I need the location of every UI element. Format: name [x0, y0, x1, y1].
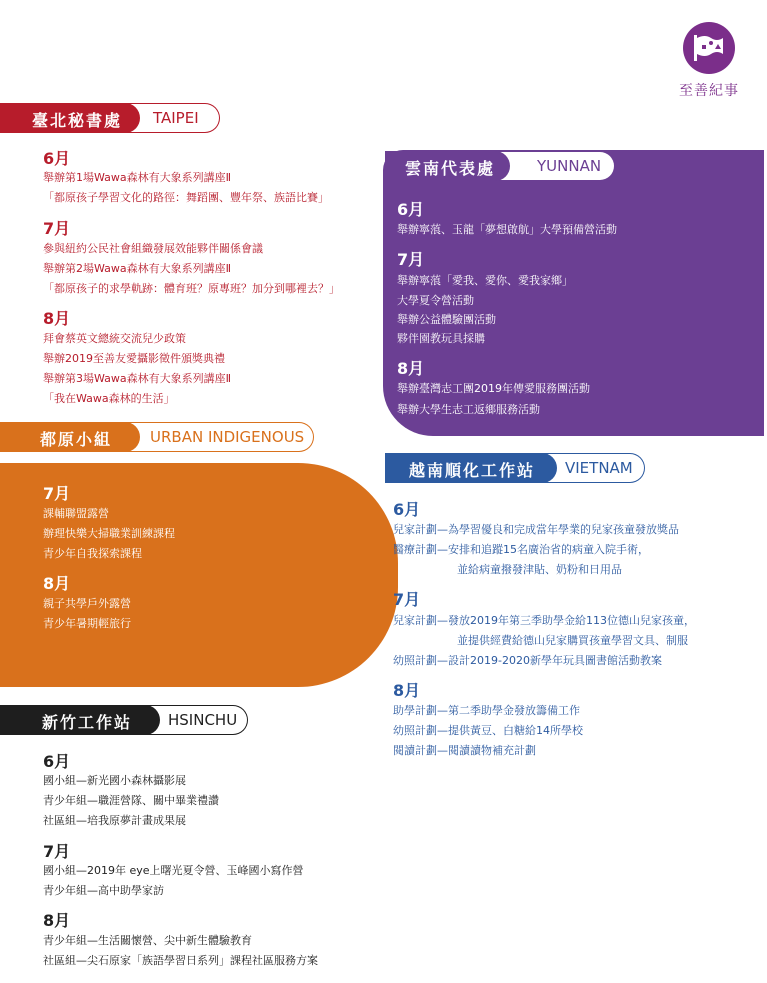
yunnan-month: 8月 [397, 359, 425, 378]
urban-line: 青少年暑期輕旅行 [43, 617, 131, 630]
yunnan-en: YUNNAN [537, 157, 602, 175]
vietnam-line: 醫療計劃—安排和追蹤15名廣治省的病童入院手術， [393, 543, 649, 556]
hsinchu-line: 國小組—2019年 eye上曙光夏令營、玉峰國小寫作營 [43, 864, 304, 877]
urban-line: 親子共學戶外露營 [43, 597, 131, 610]
vietnam-en: VIETNAM [565, 459, 633, 477]
hsinchu-month: 6月 [43, 752, 71, 771]
vietnam-month: 8月 [393, 681, 421, 700]
vietnam-line: 閱讀計劃—閱讀讀物補充計劃 [393, 744, 536, 757]
yunnan-line: 舉辦公益體驗團活動 [397, 313, 496, 326]
yunnan-line: 舉辦大學生志工返鄉服務活動 [397, 403, 540, 416]
taipei-line: 「都原孩子學習文化的路徑：舞蹈團、豐年祭、族語比賽」 [43, 191, 329, 204]
taipei-line: 拜會蔡英文總統交流兒少政策 [43, 332, 186, 345]
urban-month: 8月 [43, 574, 71, 593]
hsinchu-month: 7月 [43, 842, 71, 861]
taipei-title: 臺北秘書處 [32, 111, 123, 130]
logo-title: 至善紀事 [679, 83, 739, 99]
vietnam-line: 並給病童撥發津貼、奶粉和日用品 [457, 563, 622, 576]
vietnam-month: 6月 [393, 500, 421, 519]
taipei-en: TAIPEI [153, 109, 199, 127]
vietnam-line: 助學計劃—第二季助學金發放籌備工作 [393, 704, 580, 717]
hsinchu-line: 青少年組—高中助學家訪 [43, 884, 164, 897]
taipei-line: 舉辦2019至善友愛攝影徵件頒獎典禮 [43, 352, 225, 365]
vietnam-line: 幼照計劃—設計2019-2020新學年玩具圖書館活動教案 [393, 654, 662, 667]
urban-line: 辦理快樂大掃職業訓練課程 [43, 527, 175, 540]
yunnan-header [385, 151, 617, 181]
taipei-line: 舉辦第3場Wawa森林有大象系列講座Ⅱ [43, 372, 232, 385]
yunnan-line: 舉辦寧蒗「愛我、愛你、愛我家鄉」 [397, 274, 573, 287]
yunnan-line: 舉辦寧蒗、玉龍「夢想啟航」大學預備營活動 [397, 223, 617, 236]
hsinchu-line: 青少年組—生活關懷營、尖中新生體驗教育 [43, 934, 252, 947]
urban-header [0, 422, 316, 452]
urban-month: 7月 [43, 484, 71, 503]
taipei-line: 參與紐約公民社會組織發展效能夥伴關係會議 [43, 242, 263, 255]
yunnan-line: 夥伴園教玩具採購 [397, 332, 485, 345]
vietnam-line: 兒家計劃—為學習優良和完成當年學業的兒家孩童發放獎品 [393, 523, 679, 536]
vietnam-line: 兒家計劃—發放2019年第三季助學金給113位德山兒家孩童， [393, 614, 695, 627]
yunnan-line: 舉辦臺灣志工團2019年傳愛服務團活動 [397, 382, 590, 395]
urban-line: 課輔聯盟露營 [43, 507, 109, 520]
hsinchu-month: 8月 [43, 911, 71, 930]
logo-badge [683, 22, 735, 74]
hsinchu-line: 國小組—新光國小森林攝影展 [43, 774, 186, 787]
hsinchu-title: 新竹工作站 [42, 713, 133, 732]
vietnam-line: 幼照計劃—提供黃豆、白糖給14所學校 [393, 724, 583, 737]
vietnam-line: 並提供經費給德山兒家購買孩童學習文具、制服 [457, 634, 688, 647]
urban-en: URBAN INDIGENOUS [150, 428, 305, 446]
urban-line: 青少年自我探索課程 [43, 547, 142, 560]
hsinchu-line: 社區組—培我原夢計畫成果展 [43, 814, 186, 827]
taipei-header [0, 103, 222, 133]
taipei-line: 「我在Wawa森林的生活」 [43, 392, 175, 405]
hsinchu-line: 青少年組—職涯營隊、關中畢業禮讚 [43, 794, 219, 807]
yunnan-line: 大學夏令營活動 [397, 294, 474, 307]
taipei-line: 「都原孩子的求學軌跡：體育班？原專班？加分到哪裡去？」 [43, 282, 340, 295]
urban-title: 都原小組 [40, 430, 113, 449]
yunnan-month: 7月 [397, 250, 425, 269]
hsinchu-header [0, 705, 250, 735]
taipei-line: 舉辦第1場Wawa森林有大象系列講座Ⅱ [43, 171, 232, 184]
yunnan-month: 6月 [397, 200, 425, 219]
taipei-month: 8月 [43, 309, 71, 328]
vietnam-title: 越南順化工作站 [409, 461, 536, 480]
hsinchu-en: HSINCHU [168, 711, 238, 729]
taipei-month: 6月 [43, 149, 71, 168]
taipei-line: 舉辦第2場Wawa森林有大象系列講座Ⅱ [43, 262, 232, 275]
vietnam-month: 7月 [393, 590, 421, 609]
taipei-month: 7月 [43, 219, 71, 238]
hsinchu-line: 社區組—尖石原家「族語學習日系列」課程社區服務方案 [43, 954, 318, 967]
flag-icon [693, 34, 725, 62]
yunnan-title: 雲南代表處 [405, 159, 496, 178]
vietnam-header [385, 453, 647, 483]
